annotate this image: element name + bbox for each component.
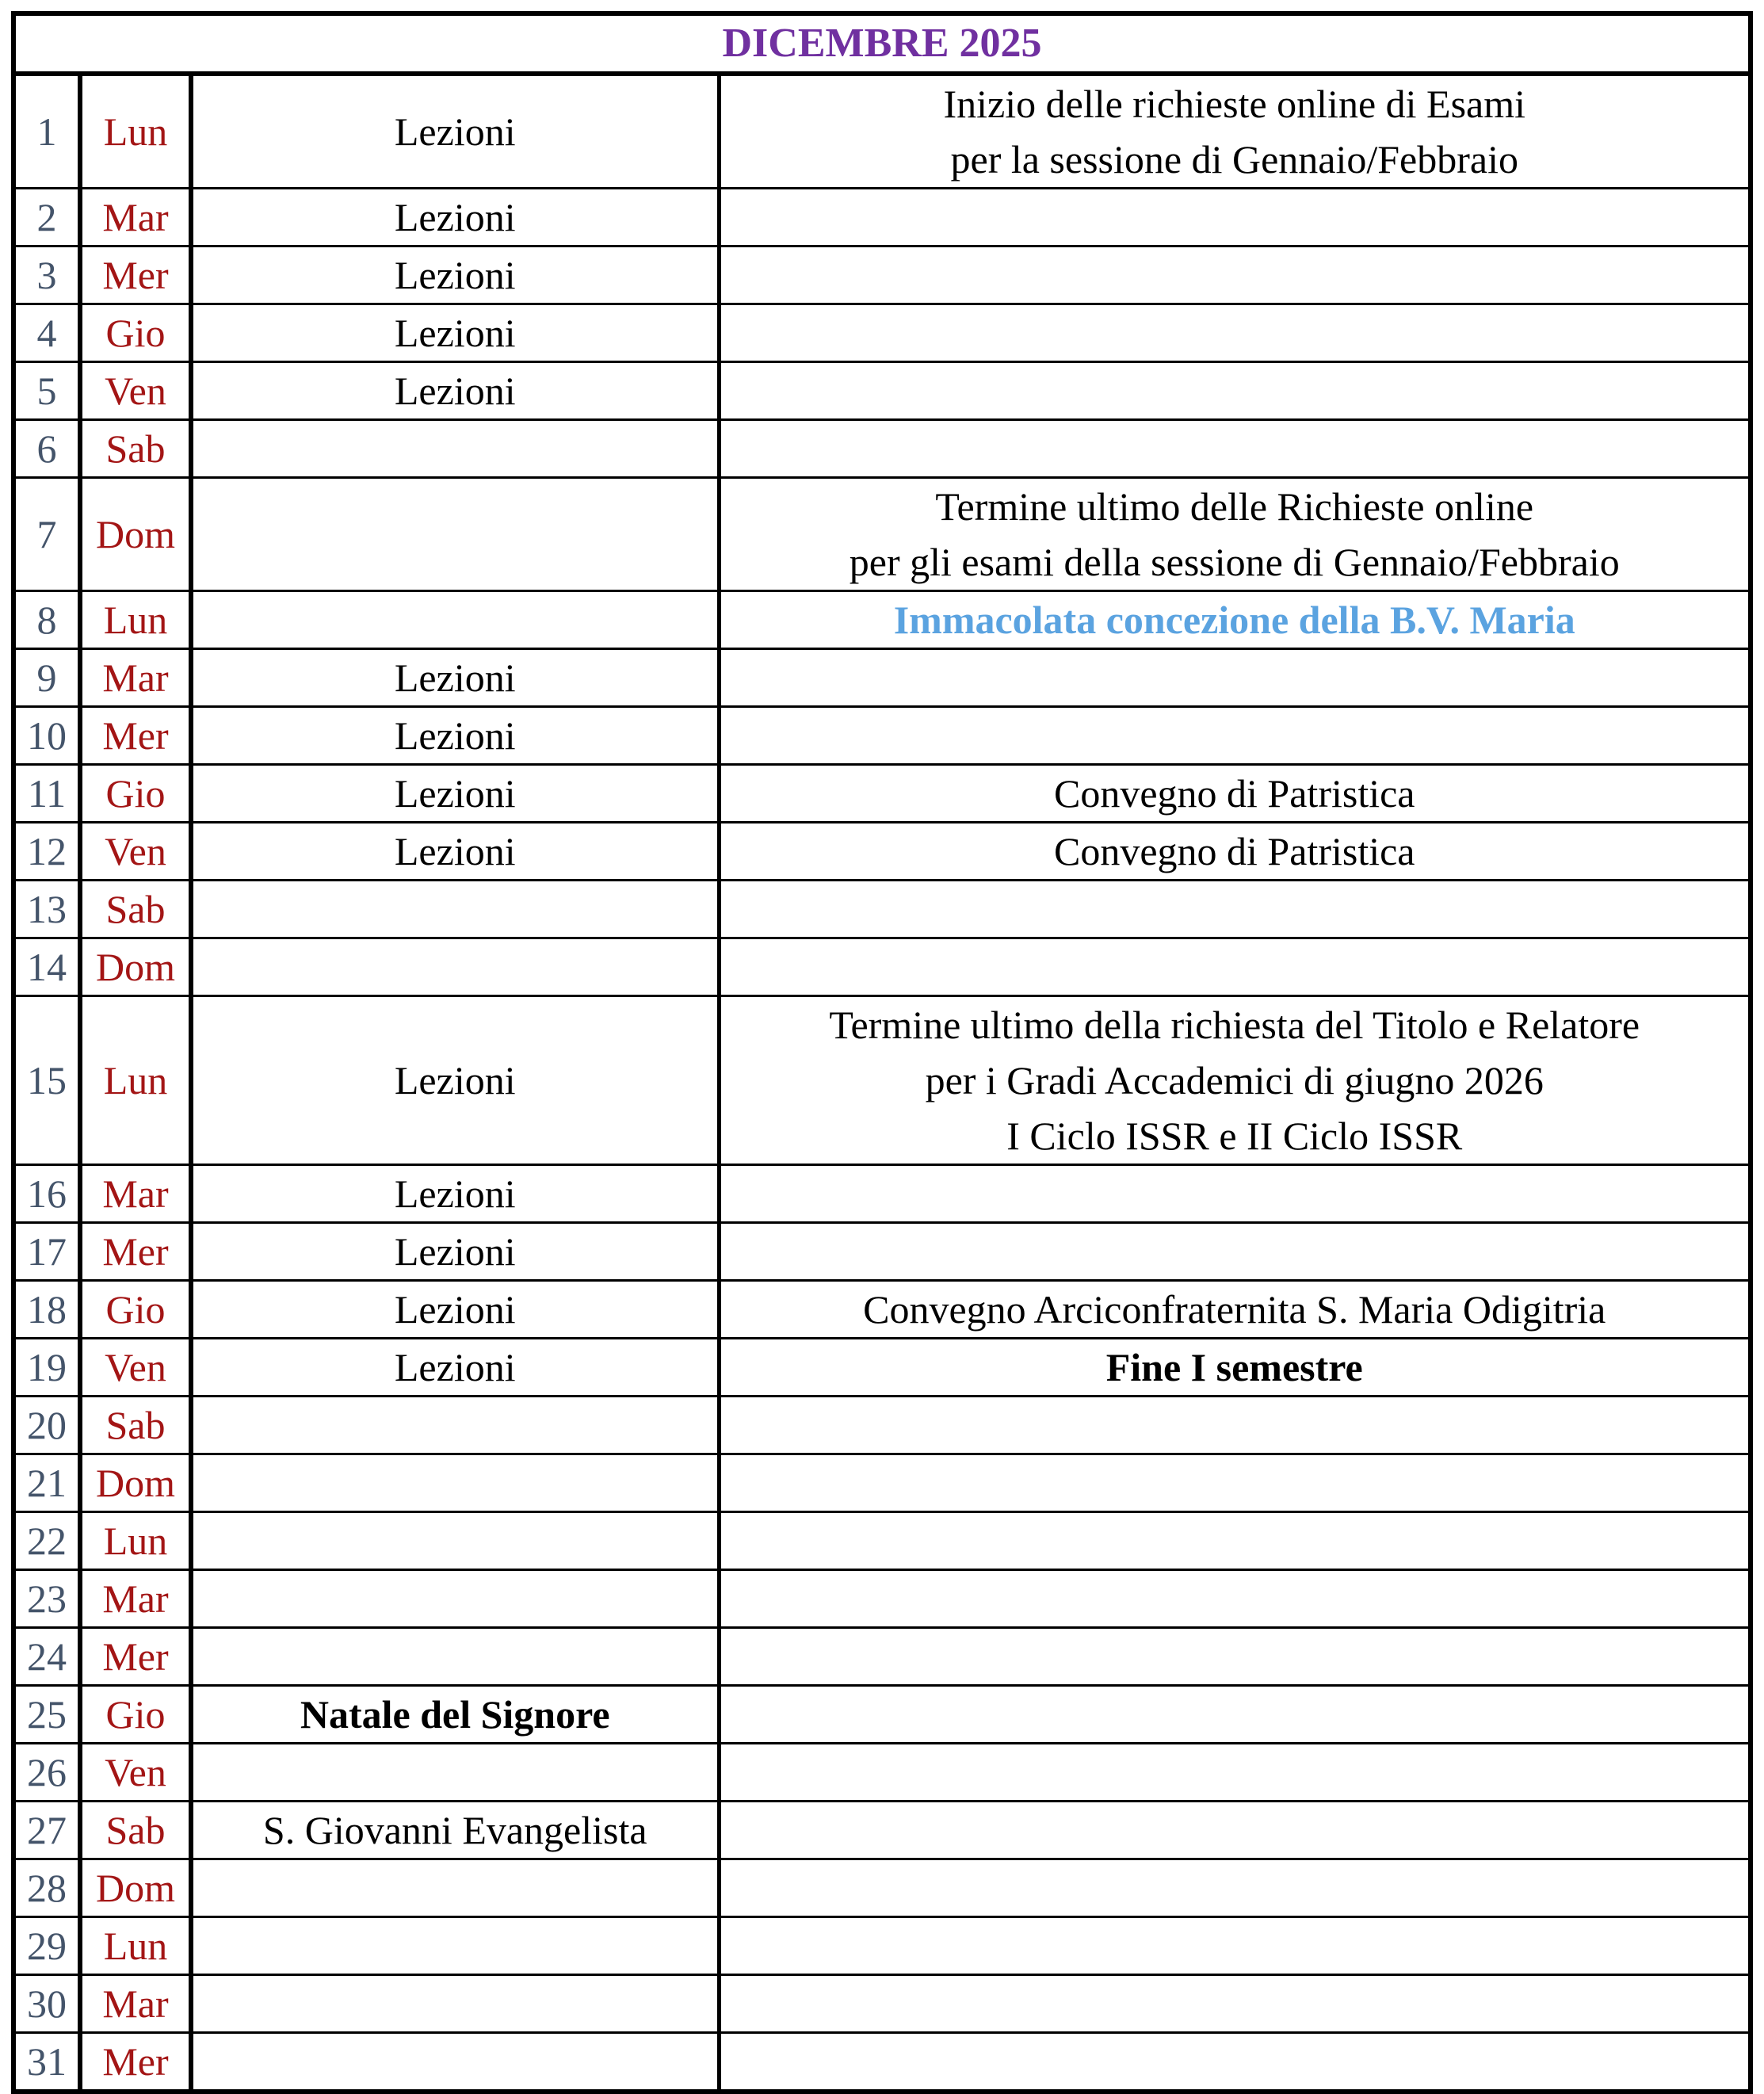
day-number: 8 <box>13 591 80 649</box>
day-name: Dom <box>80 1859 191 1917</box>
calendar-body <box>13 13 1751 2092</box>
day-number: 12 <box>13 823 80 881</box>
day-name: Sab <box>80 881 191 938</box>
day-number: 18 <box>13 1281 80 1339</box>
day-name: Dom <box>80 938 191 996</box>
lesson-cell: Natale del Signore <box>191 1686 719 1744</box>
day-row <box>13 1454 1751 1512</box>
event-cell <box>719 881 1751 938</box>
event-text: Inizio delle richieste online di Esami <box>943 82 1525 126</box>
event-cell <box>719 938 1751 996</box>
day-row <box>13 707 1751 765</box>
lesson-cell <box>191 1628 719 1686</box>
day-row <box>13 246 1751 304</box>
event-text: Convegno di Patristica <box>1054 771 1415 816</box>
day-row <box>13 823 1751 881</box>
day-row <box>13 765 1751 823</box>
lesson-cell: Lezioni <box>191 1223 719 1281</box>
day-name: Mer <box>80 1223 191 1281</box>
day-row <box>13 1397 1751 1454</box>
calendar-table <box>11 11 1753 2094</box>
day-number: 31 <box>13 2033 80 2092</box>
day-number: 27 <box>13 1802 80 1859</box>
day-name: Sab <box>80 1397 191 1454</box>
event-cell <box>719 478 1751 591</box>
event-cell <box>719 74 1751 189</box>
event-cell <box>719 189 1751 246</box>
event-cell <box>719 2033 1751 2092</box>
day-row <box>13 304 1751 362</box>
day-number: 16 <box>13 1165 80 1223</box>
day-name: Gio <box>80 304 191 362</box>
day-number: 30 <box>13 1975 80 2033</box>
event-cell <box>719 996 1751 1165</box>
day-number: 15 <box>13 996 80 1165</box>
lesson-cell <box>191 881 719 938</box>
day-number: 7 <box>13 478 80 591</box>
lesson-cell: Lezioni <box>191 304 719 362</box>
event-cell <box>719 1397 1751 1454</box>
lesson-cell: Lezioni <box>191 649 719 707</box>
event-cell <box>719 1628 1751 1686</box>
event-cell <box>719 1859 1751 1917</box>
day-number: 21 <box>13 1454 80 1512</box>
day-number: 28 <box>13 1859 80 1917</box>
day-name: Ven <box>80 1339 191 1397</box>
event-cell <box>719 1744 1751 1802</box>
day-name: Gio <box>80 1686 191 1744</box>
lesson-cell: Lezioni <box>191 246 719 304</box>
event-text: per la sessione di Gennaio/Febbraio <box>950 137 1518 182</box>
event-cell <box>719 1802 1751 1859</box>
day-row <box>13 881 1751 938</box>
lesson-cell <box>191 2033 719 2092</box>
day-row <box>13 1744 1751 1802</box>
event-cell <box>719 1281 1751 1339</box>
lesson-cell <box>191 1975 719 2033</box>
event-text: Immacolata concezione della B.V. Maria <box>893 598 1575 642</box>
lesson-cell <box>191 1512 719 1570</box>
day-row <box>13 996 1751 1165</box>
day-number: 6 <box>13 420 80 478</box>
lesson-cell <box>191 1859 719 1917</box>
day-number: 25 <box>13 1686 80 1744</box>
day-name: Lun <box>80 74 191 189</box>
day-row <box>13 1165 1751 1223</box>
day-row <box>13 1686 1751 1744</box>
lesson-cell <box>191 420 719 478</box>
lesson-cell <box>191 938 719 996</box>
day-name: Gio <box>80 765 191 823</box>
day-name: Ven <box>80 362 191 420</box>
day-number: 19 <box>13 1339 80 1397</box>
day-name: Mer <box>80 707 191 765</box>
day-name: Ven <box>80 823 191 881</box>
day-row <box>13 938 1751 996</box>
day-number: 17 <box>13 1223 80 1281</box>
event-cell <box>719 707 1751 765</box>
day-number: 1 <box>13 74 80 189</box>
day-row <box>13 2033 1751 2092</box>
day-row <box>13 1917 1751 1975</box>
day-number: 10 <box>13 707 80 765</box>
day-number: 11 <box>13 765 80 823</box>
event-cell <box>719 1223 1751 1281</box>
day-name: Mar <box>80 649 191 707</box>
event-cell <box>719 765 1751 823</box>
day-number: 4 <box>13 304 80 362</box>
day-name: Gio <box>80 1281 191 1339</box>
day-number: 23 <box>13 1570 80 1628</box>
day-row <box>13 1512 1751 1570</box>
day-number: 2 <box>13 189 80 246</box>
day-name: Mer <box>80 246 191 304</box>
day-name: Mer <box>80 1628 191 1686</box>
event-cell <box>719 1686 1751 1744</box>
day-number: 20 <box>13 1397 80 1454</box>
day-name: Mar <box>80 189 191 246</box>
lesson-cell <box>191 1397 719 1454</box>
day-number: 29 <box>13 1917 80 1975</box>
lesson-cell: Lezioni <box>191 189 719 246</box>
day-number: 9 <box>13 649 80 707</box>
event-text: per gli esami della sessione di Gennaio/Febbraio <box>849 540 1620 584</box>
day-row <box>13 1223 1751 1281</box>
event-cell <box>719 420 1751 478</box>
day-name: Mer <box>80 2033 191 2092</box>
lesson-cell <box>191 591 719 649</box>
day-name: Mar <box>80 1975 191 2033</box>
event-text: per i Gradi Accademici di giugno 2026 <box>925 1058 1544 1102</box>
day-number: 22 <box>13 1512 80 1570</box>
day-row <box>13 1802 1751 1859</box>
day-row <box>13 591 1751 649</box>
day-row <box>13 478 1751 591</box>
day-number: 5 <box>13 362 80 420</box>
day-row <box>13 420 1751 478</box>
lesson-cell: Lezioni <box>191 362 719 420</box>
event-cell <box>719 1454 1751 1512</box>
event-cell <box>719 246 1751 304</box>
lesson-cell: Lezioni <box>191 823 719 881</box>
event-text: Fine I semestre <box>1105 1345 1363 1389</box>
day-name: Mar <box>80 1570 191 1628</box>
day-name: Lun <box>80 591 191 649</box>
lesson-cell: Lezioni <box>191 707 719 765</box>
day-row <box>13 362 1751 420</box>
day-row <box>13 74 1751 189</box>
day-row <box>13 1859 1751 1917</box>
event-cell <box>719 1975 1751 2033</box>
day-row <box>13 1281 1751 1339</box>
month-title: DICEMBRE 2025 <box>13 13 1751 74</box>
event-text: Convegno Arciconfraternita S. Maria Odigitria <box>863 1287 1606 1332</box>
day-name: Lun <box>80 1512 191 1570</box>
day-name: Lun <box>80 1917 191 1975</box>
day-name: Dom <box>80 478 191 591</box>
lesson-cell: Lezioni <box>191 996 719 1165</box>
day-row <box>13 1339 1751 1397</box>
event-cell <box>719 823 1751 881</box>
event-cell <box>719 1512 1751 1570</box>
lesson-cell: Lezioni <box>191 765 719 823</box>
calendar-header-row <box>13 13 1751 74</box>
day-number: 3 <box>13 246 80 304</box>
day-number: 26 <box>13 1744 80 1802</box>
event-cell <box>719 1570 1751 1628</box>
event-text: Convegno di Patristica <box>1054 829 1415 873</box>
event-cell <box>719 591 1751 649</box>
event-cell <box>719 1339 1751 1397</box>
day-name: Ven <box>80 1744 191 1802</box>
event-text: I Ciclo ISSR e II Ciclo ISSR <box>1006 1114 1463 1158</box>
day-row <box>13 1628 1751 1686</box>
lesson-cell <box>191 1570 719 1628</box>
lesson-cell: Lezioni <box>191 74 719 189</box>
lesson-cell <box>191 1454 719 1512</box>
lesson-cell <box>191 1744 719 1802</box>
event-cell <box>719 362 1751 420</box>
day-name: Sab <box>80 1802 191 1859</box>
lesson-cell <box>191 1917 719 1975</box>
day-row <box>13 649 1751 707</box>
lesson-cell: Lezioni <box>191 1339 719 1397</box>
event-text: Termine ultimo delle Richieste online <box>935 484 1534 529</box>
day-name: Mar <box>80 1165 191 1223</box>
day-row <box>13 189 1751 246</box>
day-name: Lun <box>80 996 191 1165</box>
event-cell <box>719 1917 1751 1975</box>
lesson-cell: S. Giovanni Evangelista <box>191 1802 719 1859</box>
event-cell <box>719 1165 1751 1223</box>
event-cell <box>719 304 1751 362</box>
day-row <box>13 1570 1751 1628</box>
day-name: Dom <box>80 1454 191 1512</box>
day-number: 14 <box>13 938 80 996</box>
day-name: Sab <box>80 420 191 478</box>
event-text: Termine ultimo della richiesta del Titolo e Relatore <box>829 1003 1640 1047</box>
event-cell <box>719 649 1751 707</box>
day-number: 24 <box>13 1628 80 1686</box>
lesson-cell <box>191 478 719 591</box>
day-number: 13 <box>13 881 80 938</box>
day-row <box>13 1975 1751 2033</box>
lesson-cell: Lezioni <box>191 1281 719 1339</box>
lesson-cell: Lezioni <box>191 1165 719 1223</box>
